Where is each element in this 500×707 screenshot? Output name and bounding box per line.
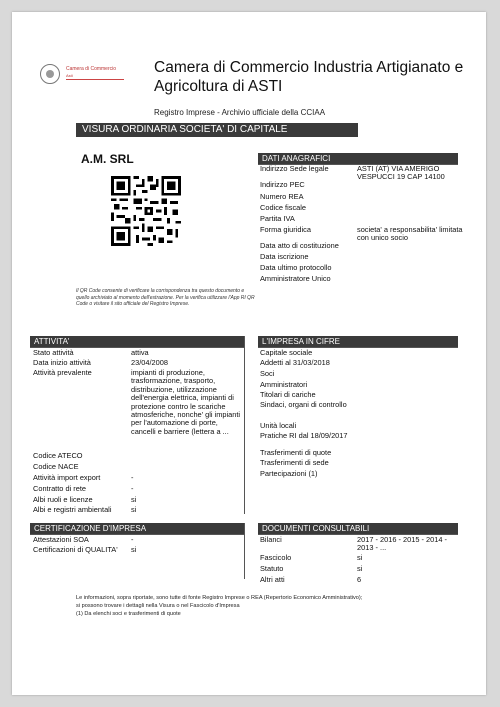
field-label: Addetti al 31/03/2018 (260, 358, 330, 367)
document-banner: VISURA ORDINARIA SOCIETA' DI CAPITALE (76, 123, 358, 137)
field-label: Statuto (260, 564, 284, 573)
field-label: Data atto di costituzione (260, 241, 339, 250)
field-label: Albi e registri ambientali (33, 505, 112, 514)
field-label: Partecipazioni (1) (260, 469, 318, 478)
footer-footnote: (1) Da elenchi soci e trasferimenti di quote (76, 611, 181, 617)
field-label: Amministratore Unico (260, 274, 331, 283)
field-label: Data ultimo protocollo (260, 263, 332, 272)
field-label: Attività import export (33, 473, 101, 482)
field-value: 2017 - 2016 - 2015 - 2014 - 2013 - ... (357, 535, 447, 553)
field-value: ASTI (AT) VIA AMERIGO VESPUCCI 19 CAP 14100 (357, 164, 445, 182)
field-label: Forma giuridica (260, 225, 311, 234)
chamber-logo (40, 60, 136, 90)
field-label: Unità locali (260, 421, 297, 430)
field-label: Attestazioni SOA (33, 535, 89, 544)
qr-code-icon (111, 176, 181, 246)
field-label: Partita IVA (260, 214, 295, 223)
field-value: - (131, 484, 134, 493)
field-label: Data iscrizione (260, 252, 309, 261)
field-label: Trasferimenti di quote (260, 448, 332, 457)
field-label: Bilanci (260, 535, 282, 544)
logo-line1: Camera di Commercio (66, 66, 117, 72)
field-label: Numero REA (260, 192, 304, 201)
field-label: Albi ruoli e licenze (33, 495, 93, 504)
field-value: 23/04/2008 (131, 358, 168, 367)
field-label: Indirizzo Sede legale (260, 164, 329, 173)
field-label: Stato attività (33, 348, 74, 357)
field-label: Fascicolo (260, 553, 292, 562)
field-label: Pratiche RI dal 18/09/2017 (260, 431, 348, 440)
field-label: Altri atti (260, 575, 285, 584)
footer-line2: si possono trovare i dettagli nella Visura o nel Fascicolo d'Impresa (76, 603, 240, 609)
field-label: Sindaci, organi di controllo (260, 400, 347, 409)
section-header-impresa-in-cifre: L'IMPRESA IN CIFRE (258, 336, 458, 347)
field-label: Codice fiscale (260, 203, 307, 212)
field-label: Attività prevalente (33, 368, 92, 377)
field-value: si (357, 553, 363, 562)
field-label: Data inizio attività (33, 358, 91, 367)
field-label: Capitale sociale (260, 348, 313, 357)
field-label: Codice ATECO (33, 451, 83, 460)
field-value: si (357, 564, 363, 573)
field-label: Codice NACE (33, 462, 79, 471)
field-value: impianti di produzione, trasformazione, trasporto, distribuzione, utilizzazione dell'energia elettrica, impianti di protezione contro le scariche atmosferiche, nonche' gli impianti per l'automazione di porte, cancelli e barriere (lettera a ... (131, 368, 241, 436)
section-header-attivita: ATTIVITA' (30, 336, 244, 347)
field-value: - (131, 473, 134, 482)
field-label: Trasferimenti di sede (260, 458, 329, 467)
footer-line1: Le informazioni, sopra riportate, sono tutte di fonte Registro Imprese o REA (Repertorio Economico Amministrativo); (76, 595, 363, 601)
field-value: si (131, 495, 137, 504)
field-label: Certificazioni di QUALITA' (33, 545, 118, 554)
page-subtitle: Registro Imprese - Archivio ufficiale della CCIAA (154, 108, 326, 117)
section-header-dati-anagrafici: DATI ANAGRAFICI (258, 153, 458, 164)
field-value: attiva (131, 348, 149, 357)
section-header-documenti: DOCUMENTI CONSULTABILI (258, 523, 458, 534)
seal-icon (40, 64, 60, 84)
qr-code-note: Il QR Code consente di verificare la corrispondenza tra questo documento e quello archiviato al momento dell'estrazione. Per la verifica utilizzare l'App RI QR Code o visitare il sito ufficiale del Registro Imprese. (76, 288, 255, 307)
field-value: si (131, 545, 137, 554)
company-name: A.M. SRL (81, 152, 134, 166)
field-label: Titolari di cariche (260, 390, 316, 399)
logo-line2: Asti (66, 73, 73, 78)
page-title: Camera di Commercio Industria Artigianato e Agricoltura di ASTI (154, 59, 464, 95)
field-label: Indirizzo PEC (260, 180, 305, 189)
field-label: Amministratori (260, 380, 308, 389)
field-label: Contratto di rete (33, 484, 86, 493)
section-divider (244, 523, 245, 579)
section-divider (244, 336, 245, 514)
document-page (12, 12, 486, 695)
section-header-certificazione: CERTIFICAZIONE D'IMPRESA (30, 523, 244, 534)
footer-note (76, 594, 426, 618)
field-value: 6 (357, 575, 362, 584)
field-label: Soci (260, 369, 275, 378)
field-value: societa' a responsabilita' limitata con unico socio (357, 225, 463, 243)
field-value: si (131, 505, 137, 514)
logo-rule (66, 79, 124, 80)
field-value: - (131, 535, 134, 544)
